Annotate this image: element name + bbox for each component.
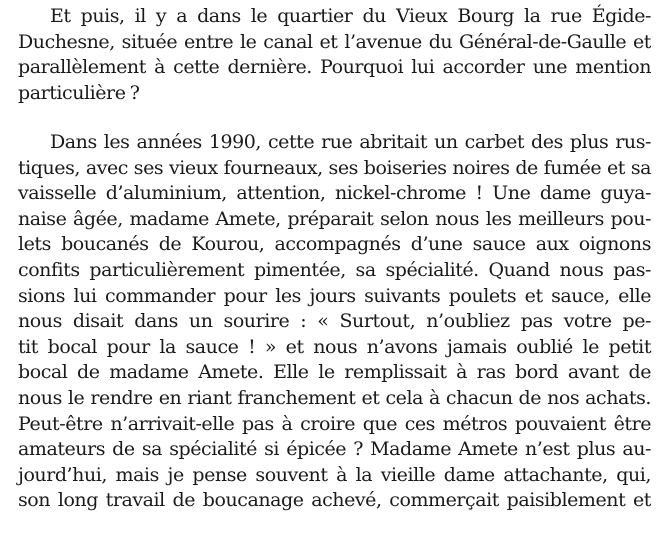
text-line: tiques, avec ses vieux fourneaux, ses boiseries noires de fumée et sa	[18, 156, 651, 179]
text-line: jourd’hui, mais je pense souvent à la vieille dame attachante, qui,	[18, 463, 651, 486]
text-line: nous le rendre en riant franchement et cela à chacun de nos achats.	[18, 386, 651, 409]
text-line: particulière ?	[18, 81, 140, 104]
text-line: confits particulièrement pimentée, sa spécialité. Quand nous pas-	[18, 258, 651, 281]
text-line: vaisselle d’aluminium, attention, nickel-chrome ! Une dame guya-	[18, 182, 651, 205]
text-line: son long travail de boucanage achevé, commerçait paisiblement et	[18, 489, 651, 512]
text-line: Et puis, il y a dans le quartier du Vieux Bourg la rue Égide-	[50, 5, 651, 27]
text-line: bocal de madame Amete. Elle le remplissait à ras bord avant de	[18, 361, 651, 384]
text-line: parallèlement à cette dernière. Pourquoi lui accorder une mention	[18, 56, 651, 79]
text-line: Duchesne, située entre le canal et l’avenue du Général-de-Gaulle et	[18, 30, 651, 53]
text-line: Peut-être n’arrivait-elle pas à croire que ces métros pouvaient être	[18, 412, 651, 435]
text-line: sions lui commander pour les jours suivants poulets et sauce, elle	[18, 284, 651, 307]
text-line: nous disait dans un sourire : « Surtout, n’oubliez pas votre pe-	[18, 310, 651, 333]
text-line: naise âgée, madame Amete, préparait selon nous les meilleurs pou-	[18, 207, 651, 230]
paragraph-2	[18, 130, 651, 514]
text-line: Dans les années 1990, cette rue abritait un carbet des plus rus-	[50, 131, 651, 153]
text-line: lets boucanés de Kourou, accompagnés d’une sauce aux oignons	[18, 233, 651, 256]
text-line: tit bocal pour la sauce ! » et nous n’avons jamais oublié le petit	[18, 335, 651, 358]
paragraph-1	[18, 4, 651, 106]
text-line: amateurs de sa spécialité si épicée ? Madame Amete n’est plus au-	[18, 438, 651, 461]
